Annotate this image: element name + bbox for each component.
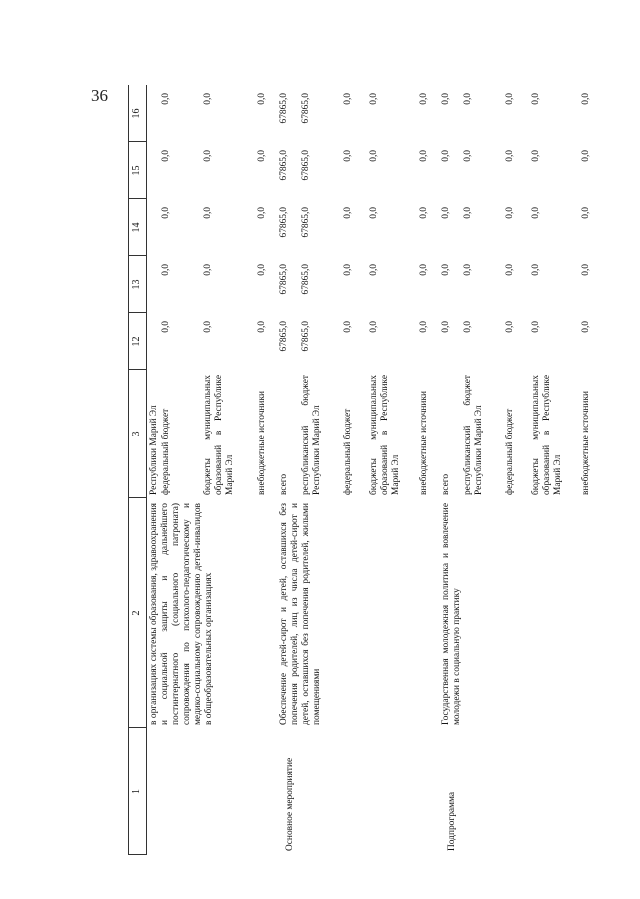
funding-value: 67865,0 bbox=[301, 93, 311, 124]
funding-value: 0,0 bbox=[369, 93, 379, 105]
funding-value: 0,0 bbox=[343, 264, 353, 276]
funding-value: 0,0 bbox=[343, 150, 353, 162]
funding-value: 0,0 bbox=[419, 150, 429, 162]
funding-value: 67865,0 bbox=[301, 207, 311, 238]
funding-value: 0,0 bbox=[419, 321, 429, 333]
funding-value: 0,0 bbox=[343, 207, 353, 219]
funding-value: 0,0 bbox=[369, 321, 379, 333]
funding-value: 0,0 bbox=[505, 207, 515, 219]
header-column-number: 13 bbox=[131, 279, 142, 290]
funding-source: республиканский бюджет Республики Марий Эл bbox=[463, 375, 484, 495]
funding-value: 67865,0 bbox=[279, 150, 289, 181]
funding-value: 0,0 bbox=[505, 93, 515, 105]
funding-value: 0,0 bbox=[369, 264, 379, 276]
funding-value: 0,0 bbox=[531, 93, 541, 105]
funding-value: 0,0 bbox=[463, 150, 473, 162]
funding-value: 0,0 bbox=[203, 150, 213, 162]
funding-value: 0,0 bbox=[581, 264, 591, 276]
funding-value: 0,0 bbox=[257, 150, 267, 162]
funding-value: 0,0 bbox=[369, 207, 379, 219]
funding-source: бюджеты муниципальных образований в Республике Марий Эл bbox=[531, 375, 563, 495]
funding-value: 0,0 bbox=[203, 207, 213, 219]
funding-value: 0,0 bbox=[161, 207, 171, 219]
funding-value: 0,0 bbox=[257, 93, 267, 105]
funding-value: 0,0 bbox=[257, 264, 267, 276]
measure-description: в организациях системы образования, здравоохранения и социальной защиты и дальнейшего постинтернатного (социального патроната) сопровождения по психолого-педагогическому и медико-социальному сопровождению детей-инвалидов в общеобразовательных организациях bbox=[149, 503, 214, 725]
funding-value: 0,0 bbox=[441, 321, 451, 333]
funding-value: 0,0 bbox=[161, 321, 171, 333]
funding-value: 0,0 bbox=[531, 150, 541, 162]
funding-value: 67865,0 bbox=[279, 321, 289, 352]
funding-source: федеральный бюджет bbox=[505, 408, 515, 495]
funding-value: 0,0 bbox=[419, 264, 429, 276]
funding-value: 0,0 bbox=[441, 207, 451, 219]
funding-value: 0,0 bbox=[581, 321, 591, 333]
funding-value: 0,0 bbox=[463, 321, 473, 333]
header-column-number: 16 bbox=[131, 108, 142, 119]
funding-value: 0,0 bbox=[531, 207, 541, 219]
measure-description: Государственная молодежная политика и вовлечение молодежи в социальную практику bbox=[441, 503, 462, 725]
funding-value: 0,0 bbox=[463, 93, 473, 105]
funding-source: всего bbox=[279, 473, 289, 495]
funding-value: 0,0 bbox=[505, 264, 515, 276]
header-column-number: 3 bbox=[131, 431, 142, 437]
funding-value: 0,0 bbox=[369, 150, 379, 162]
funding-source: бюджеты муниципальных образований в Республике Марий Эл bbox=[203, 375, 235, 495]
header-column-number: 14 bbox=[131, 222, 142, 233]
funding-value: 67865,0 bbox=[279, 93, 289, 124]
funding-value: 0,0 bbox=[505, 321, 515, 333]
funding-source: всего bbox=[441, 473, 451, 495]
header-column-number: 1 bbox=[131, 789, 142, 794]
header-column-number: 2 bbox=[131, 610, 142, 616]
measure-description: Обеспечение детей-сирот и детей, оставшихся без попечения родителей, лиц из числа детей-сирот и детей, оставшихся без попечения родителей, жилыми помещениями bbox=[279, 503, 322, 725]
funding-value: 0,0 bbox=[257, 321, 267, 333]
funding-value: 67865,0 bbox=[301, 150, 311, 181]
funding-value: 67865,0 bbox=[301, 321, 311, 352]
funding-value: 0,0 bbox=[441, 150, 451, 162]
funding-value: 0,0 bbox=[343, 93, 353, 105]
funding-value: 0,0 bbox=[257, 207, 267, 219]
funding-value: 0,0 bbox=[441, 93, 451, 105]
funding-source: внебюджетные источники bbox=[581, 390, 591, 495]
funding-source: внебюджетные источники bbox=[257, 390, 267, 495]
header-bottom-border bbox=[146, 85, 147, 855]
funding-value: 0,0 bbox=[463, 207, 473, 219]
funding-value: 0,0 bbox=[343, 321, 353, 333]
header-column-number: 12 bbox=[131, 336, 142, 347]
funding-value: 0,0 bbox=[581, 207, 591, 219]
funding-value: 67865,0 bbox=[279, 207, 289, 238]
funding-source: республиканский бюджет Республики Марий Эл bbox=[301, 375, 322, 495]
funding-value: 0,0 bbox=[531, 264, 541, 276]
row-type-label: Подпрограмма bbox=[447, 791, 457, 851]
funding-value: 0,0 bbox=[505, 150, 515, 162]
funding-source: внебюджетные источники bbox=[419, 390, 429, 495]
funding-source: федеральный бюджет bbox=[161, 408, 171, 495]
funding-value: 0,0 bbox=[161, 93, 171, 105]
funding-value: 0,0 bbox=[463, 264, 473, 276]
funding-value: 67865,0 bbox=[301, 264, 311, 295]
funding-value: 0,0 bbox=[203, 93, 213, 105]
page-number: 36 bbox=[91, 86, 108, 105]
funding-value: 0,0 bbox=[441, 264, 451, 276]
funding-value: 0,0 bbox=[161, 264, 171, 276]
header-column-number: 15 bbox=[131, 165, 142, 176]
funding-value: 0,0 bbox=[203, 321, 213, 333]
funding-value: 0,0 bbox=[161, 150, 171, 162]
table-top-border bbox=[128, 85, 129, 855]
funding-value: 0,0 bbox=[531, 321, 541, 333]
funding-value: 0,0 bbox=[581, 150, 591, 162]
row-type-label: Основное мероприятие bbox=[285, 757, 295, 851]
funding-source: Республики Марий Эл bbox=[149, 405, 159, 495]
funding-value: 0,0 bbox=[203, 264, 213, 276]
funding-source: федеральный бюджет bbox=[343, 408, 353, 495]
funding-value: 0,0 bbox=[581, 93, 591, 105]
funding-value: 67865,0 bbox=[279, 264, 289, 295]
budget-table bbox=[128, 85, 632, 855]
funding-value: 0,0 bbox=[419, 207, 429, 219]
funding-source: бюджеты муниципальных образований в Республике Марий Эл bbox=[369, 375, 401, 495]
funding-value: 0,0 bbox=[419, 93, 429, 105]
